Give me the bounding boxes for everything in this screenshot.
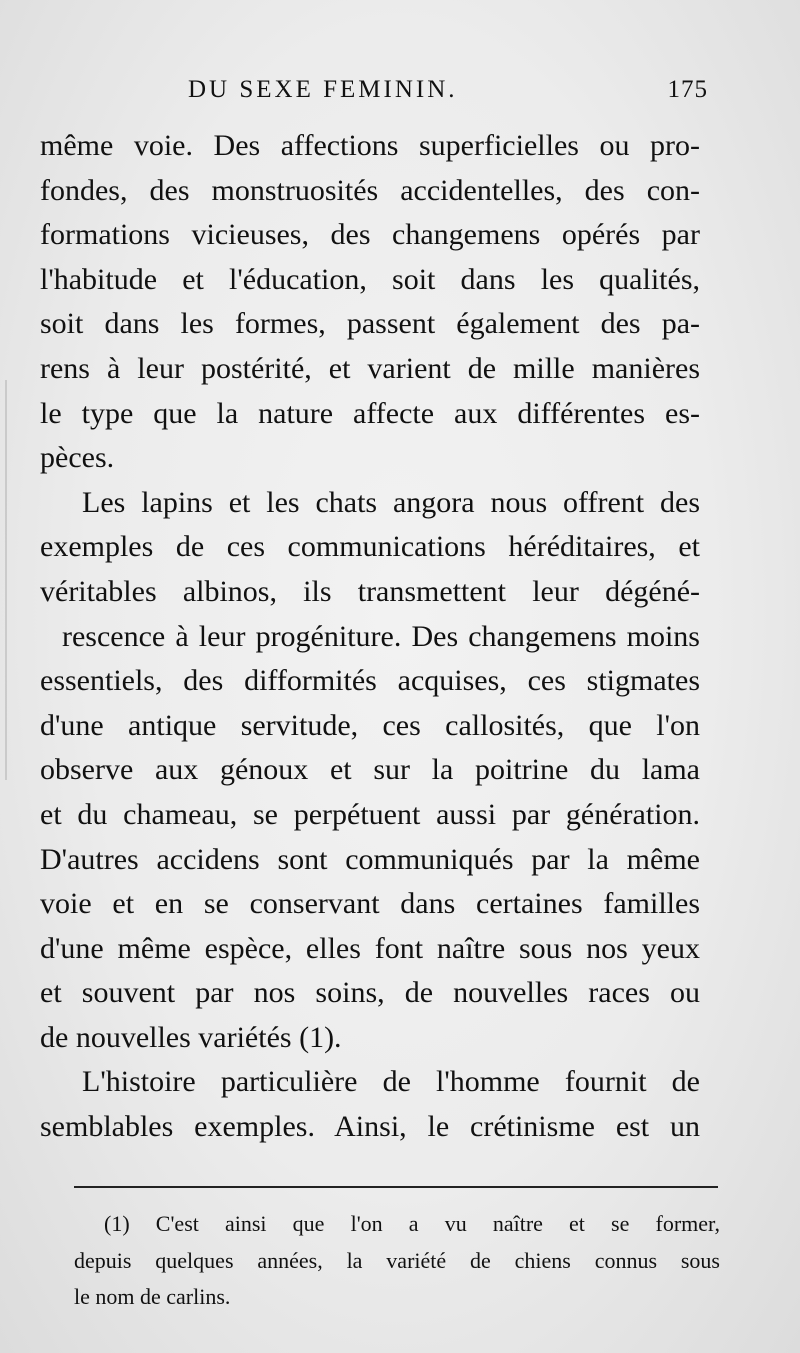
footnote	[74, 1206, 720, 1316]
text-line: de nouvelles variétés (1).	[40, 1020, 342, 1054]
text-line: exemples de ces communications héréditaires, et	[40, 530, 700, 564]
text-line: d'une antique servitude, ces callosités, que l'on	[40, 708, 700, 742]
text-line: observe aux génoux et sur la poitrine du lama	[40, 753, 700, 787]
page-edge-shadow	[5, 380, 7, 780]
text-line: même voie. Des affections superficielles ou pro-	[40, 129, 700, 162]
text-line: Les lapins et les chats angora nous offrent des	[82, 485, 700, 519]
running-head: DU SEXE FEMININ.	[188, 76, 458, 103]
text-line: soit dans les formes, passent également des pa-	[40, 307, 700, 341]
text-line: rens à leur postérité, et varient de mille manières	[40, 351, 700, 385]
footnote-rule	[74, 1186, 718, 1188]
text-line: le type que la nature affecte aux différentes es-	[40, 396, 700, 430]
text-line: formations vicieuses, des changemens opérés par	[40, 218, 700, 252]
text-line: et du chameau, se perpétuent aussi par génération.	[40, 797, 700, 831]
page-number: 175	[667, 76, 708, 103]
text-line: fondes, des monstruosités accidentelles, des con-	[40, 173, 700, 207]
footnote-line: depuis quelques années, la variété de chiens connus sous	[74, 1247, 720, 1273]
text-line: D'autres accidens sont communiqués par la même	[40, 842, 700, 876]
page-header	[188, 72, 708, 112]
text-line: essentiels, des difformités acquises, ces stigmates	[40, 664, 700, 698]
main-text	[40, 124, 700, 1150]
text-line: l'habitude et l'éducation, soit dans les qualités,	[40, 262, 700, 296]
text-line: voie et en se conservant dans certaines familles	[40, 887, 700, 921]
text-line: d'une même espèce, elles font naître sous nos yeux	[40, 931, 700, 965]
text-line: pèces.	[40, 441, 115, 475]
text-line: véritables albinos, ils transmettent leur dégéné-	[40, 574, 700, 608]
text-line: semblables exemples. Ainsi, le crétinisme est un	[40, 1110, 700, 1144]
text-line: rescence à leur progéniture. Des changemens moins	[62, 619, 700, 653]
text-line: et souvent par nos soins, de nouvelles races ou	[40, 976, 700, 1010]
footnote-line: (1) C'est ainsi que l'on a vu naître et se former,	[104, 1211, 720, 1236]
footnote-line: le nom de carlins.	[74, 1284, 231, 1309]
text-line: L'histoire particulière de l'homme fournit de	[82, 1065, 700, 1099]
